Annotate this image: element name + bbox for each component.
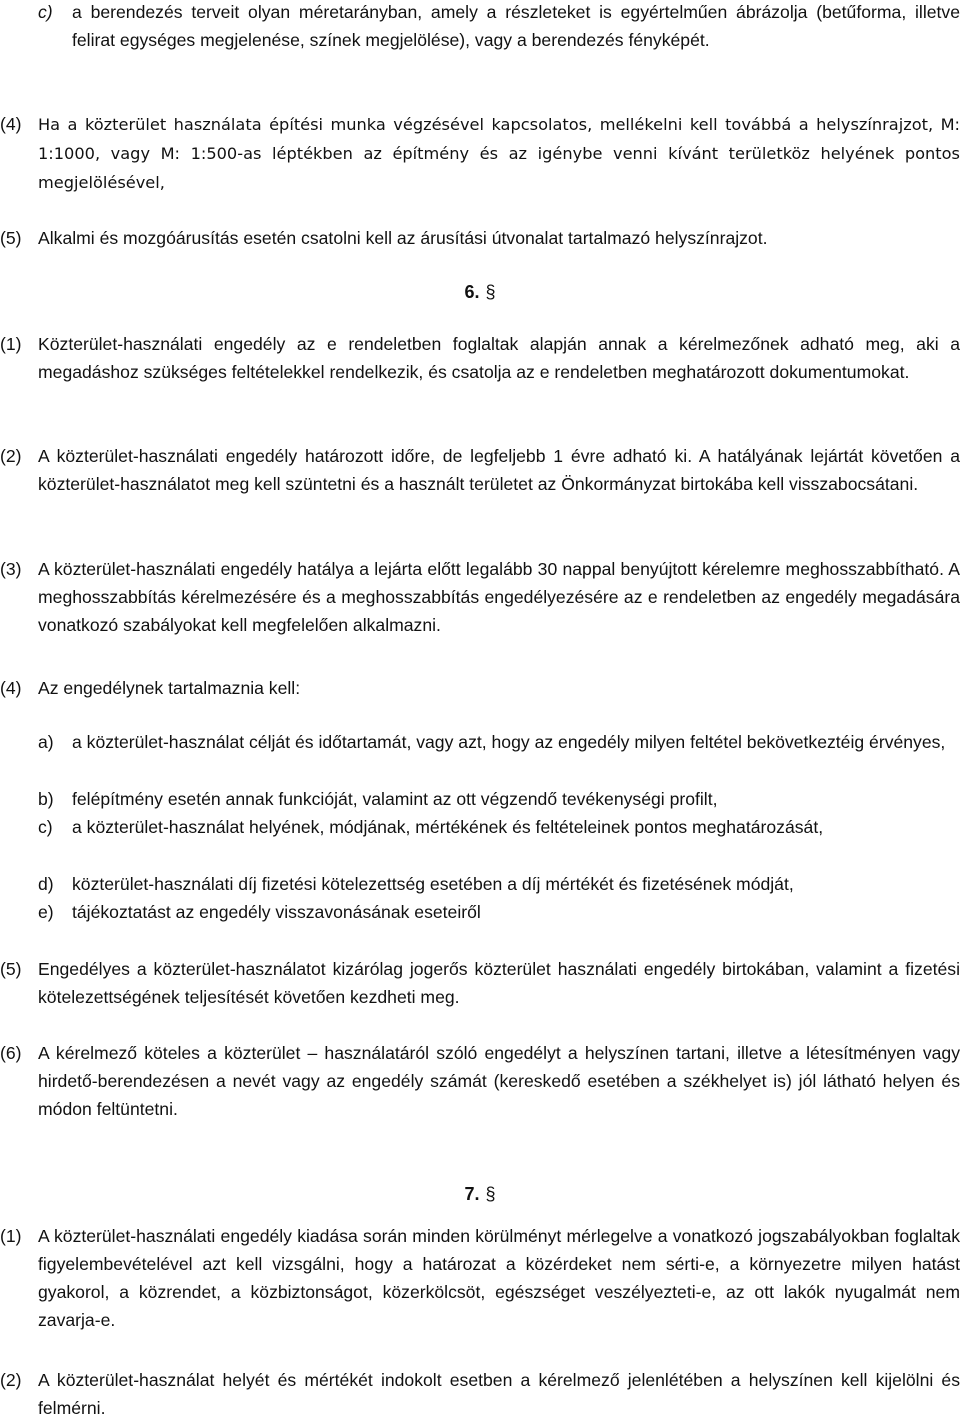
paragraph-text: A közterület-használat helyét és mértékét indokolt esetben a kérelmező jelenlétében a helyszínen kell kijelölni és felmérni. <box>38 1370 960 1418</box>
list-item-text: közterület-használati díj fizetési kötelezettség esetében a díj mértékét és fizetésének módját, <box>72 874 794 894</box>
paragraph-text: Engedélyes a közterület-használatot kizárólag jogerős közterület használati engedély birtokában, valamint a fizetési kötelezettségének teljesítését követően kezdheti meg. <box>38 959 960 1007</box>
paragraph-number: (4) <box>0 114 22 134</box>
paragraph-number: (4) <box>0 678 22 698</box>
section-symbol: § <box>485 282 496 302</box>
s6-paragraph-3 <box>0 555 960 639</box>
paragraph-number: (2) <box>0 1370 22 1390</box>
paragraph-5 <box>0 224 960 252</box>
paragraph-text: Ha a közterület használata építési munka végzésével kapcsolatos, mellékelni kell továbbá a helyszínrajzot, M: 1:1000, vagy M: 1:500-as léptékben az építmény és az igénybe venni kívánt területköz helyének pontos megjelölésével, <box>38 115 960 192</box>
paragraph-number: (6) <box>0 1043 22 1063</box>
paragraph-number: (5) <box>0 228 22 248</box>
paragraph-text: Közterület-használati engedély az e rendeletben foglaltak alapján annak a kérelmezőnek adható meg, aki a megadáshoz szükséges feltételekkel rendelkezik, és csatolja az e rendeletben meghatározott dokumentumokat. <box>38 334 960 382</box>
section-heading-7 <box>0 1180 960 1208</box>
s7-paragraph-2 <box>0 1366 960 1422</box>
list-item-text: tájékoztatást az engedély visszavonásának eseteiről <box>72 902 481 922</box>
section-heading-6 <box>0 278 960 306</box>
list-item-d <box>38 870 960 898</box>
section-number: 7. <box>464 1184 480 1204</box>
paragraph-text: Alkalmi és mozgóárusítás esetén csatolni kell az árusítási útvonalat tartalmazó helyszínrajzot. <box>38 228 768 248</box>
s7-paragraph-1 <box>0 1222 960 1334</box>
list-item-label: c) <box>38 817 53 837</box>
list-item-text: a berendezés terveit olyan méretarányban, amely a részleteket is egyértelműen ábrázolja (betűforma, illetve felirat egységes megjelenése, színek megjelölése), vagy a berendezés fényképét. <box>72 2 960 50</box>
section-symbol: § <box>485 1184 496 1204</box>
list-item-label: b) <box>38 789 54 809</box>
paragraph-number: (1) <box>0 334 22 354</box>
list-item-e <box>38 898 960 926</box>
list-item-c-top <box>38 0 960 54</box>
paragraph-number: (3) <box>0 559 22 579</box>
s6-paragraph-1 <box>0 330 960 386</box>
list-item-text: felépítmény esetén annak funkcióját, valamint az ott végzendő tevékenységi profilt, <box>72 789 718 809</box>
s6-paragraph-6 <box>0 1039 960 1123</box>
paragraph-4 <box>0 110 960 197</box>
paragraph-number: (2) <box>0 446 22 466</box>
list-item-text: a közterület-használat helyének, módjának, mértékének és feltételeinek pontos meghatározását, <box>72 817 824 837</box>
paragraph-text: A kérelmező köteles a közterület – használatáról szóló engedélyt a helyszínen tartani, illetve a létesítményen vagy hirdető-berendezésen a nevét vagy az engedély számát (kereskedő esetében a székhelyet is) jól látható helyen és módon feltüntetni. <box>38 1043 960 1119</box>
s6-paragraph-4 <box>0 674 960 702</box>
list-item-label: e) <box>38 902 54 922</box>
s6-paragraph-5 <box>0 955 960 1011</box>
list-item-b <box>38 785 960 813</box>
list-item-c <box>38 813 960 841</box>
section-number: 6. <box>464 282 480 302</box>
s6-paragraph-2 <box>0 442 960 498</box>
paragraph-text: A közterület-használati engedély határozott időre, de legfeljebb 1 évre adható ki. A hatályának lejártát követően a közterület-használatot meg kell szüntetni és a használt területet az Önkormányzat birtokába kell visszabocsátani. <box>38 446 960 494</box>
paragraph-number: (1) <box>0 1226 22 1246</box>
list-item-text: a közterület-használat célját és időtartamát, vagy azt, hogy az engedély milyen feltétel bekövetkeztéig érvényes, <box>72 732 946 752</box>
list-item-label: d) <box>38 874 54 894</box>
list-item-label: c) <box>38 2 53 22</box>
paragraph-number: (5) <box>0 959 22 979</box>
paragraph-text: A közterület-használati engedély kiadása során minden körülményt mérlegelve a vonatkozó jogszabályokban foglaltak figyelembevételével azt kell vizsgálni, hogy a határozat a közérdeket nem sérti-e, a környezetre milyen hatást gyakorol, a közrendet, a közbiztonságot, közerkölcsöt, egészséget veszélyezteti-e, az ott lakók nyugalmát nem zavarja-e. <box>38 1226 960 1330</box>
list-item-a <box>38 728 960 756</box>
list-item-label: a) <box>38 732 54 752</box>
paragraph-text: Az engedélynek tartalmaznia kell: <box>38 678 301 698</box>
paragraph-text: A közterület-használati engedély hatálya a lejárta előtt legalább 30 nappal benyújtott kérelemre meghosszabbítható. A meghosszabbítás kérelmezésére és a meghosszabbítás engedélyezésére az e rendeletben az engedély megadására vonatkozó szabályokat kell megfelelően alkalmazni. <box>38 559 960 635</box>
